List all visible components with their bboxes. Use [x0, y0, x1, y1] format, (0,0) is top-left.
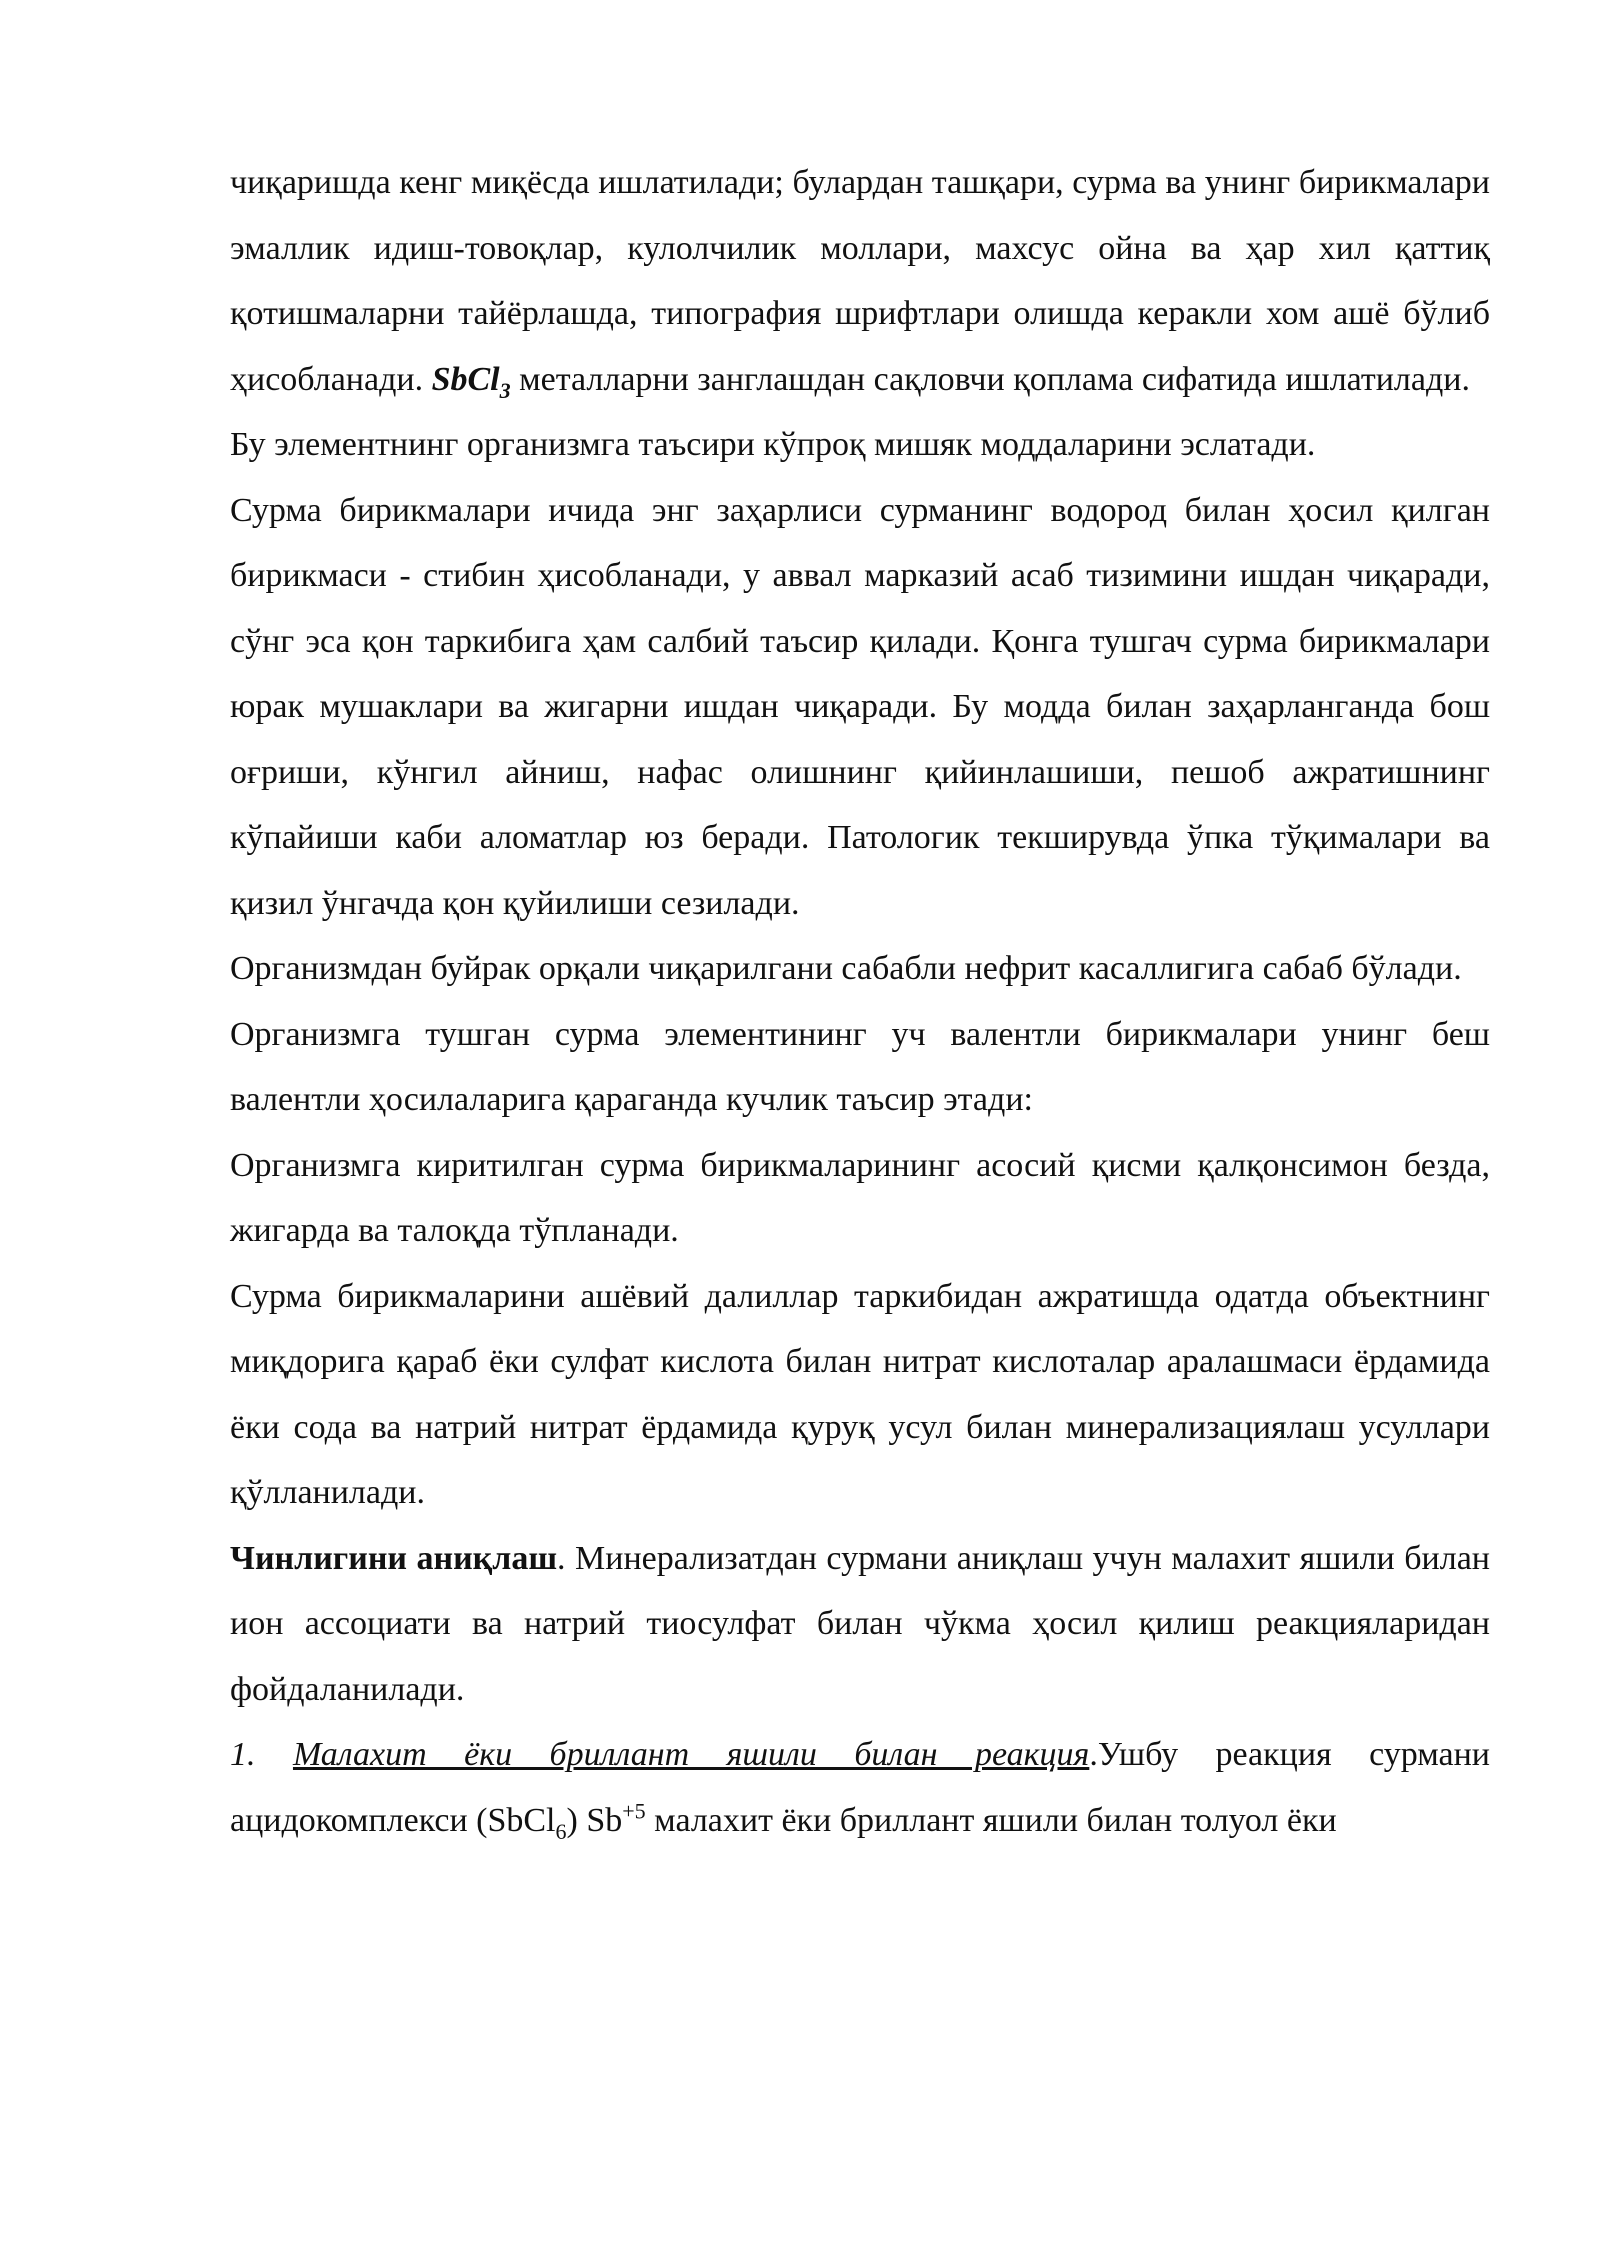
paragraph-valence: Организмга тушган сурма элементининг уч валентли бирикмалари унинг беш валентли ҳосилаларига қараганда кучлик таъсир этади:: [230, 1015, 1490, 1118]
identification-text: . Минерализатдан сурмани аниқлаш учун малахит яшили билан ион ассоциати ва натрий тиосулфат билан чўкма ҳосил қилиш реакцияларидан фойдаланилади.: [230, 1539, 1490, 1708]
reaction-number: 1.: [230, 1736, 293, 1773]
formula-sbcl3: SbCl$_3$: [431, 360, 511, 403]
paragraph-reaction-1: [230, 1722, 1490, 1853]
paragraph-excretion: Организмдан буйрак орқали чиқарилгани сабабли нефрит касаллигига сабаб бўлади.: [230, 950, 1462, 987]
reaction-text: .Ушбу реакция сурмани ацидокомплекси (SbCl: [230, 1736, 1490, 1839]
paragraph-identification: [230, 1526, 1490, 1723]
paragraph-effect: Бу элементнинг организмга таъсири кўпроқ мишяк моддаларини эслатади.: [230, 426, 1316, 463]
reaction-text-end: малахит ёки бриллант яшили билан толуол ёки: [645, 1801, 1337, 1839]
reaction-heading: Малахит ёки бриллант яшили билан реакция: [292, 1736, 1090, 1773]
paragraph-toxicity: Сурма бирикмалари ичида энг заҳарлиси сурманинг водород билан ҳосил қилган бирикмаси - стибин ҳисобланади, у аввал марказий асаб тизимини ишдан чиқаради, сўнг эса қон таркибига ҳам салбий таъсир қилади. Қонга тушгач сурма бирикмалари юрак мушаклари ва жигарни ишдан чиқаради. Бу модда билан заҳарланганда бош оғриши, кўнгил айниш, нафас олишнинг қийинлашиши, пешоб ажратишнинг кўпайиши каби аломатлар юз беради. Патологик текширувда ўпка тўқималари ва қизил ўнгачда қон қуйилиши сезилади.: [230, 491, 1490, 922]
paragraph-uses-text: чиқаришда кенг миқёсда ишлатилади; булардан ташқари, сурма ва унинг бирикмалари эмаллик идиш-товоқлар, кулолчилик моллари, махсус ойна ва ҳар хил қаттиқ қотишмаларни тайёрлашда, типография шрифтлари олишда керакли хом ашё бўлиб ҳисобланади.: [230, 164, 1490, 398]
paragraph-mineralization: Сурма бирикмаларини ашёвий далиллар таркибидан ажратишда одатда объектнинг миқдорига қараб ёки сулфат кислота билан нитрат кислоталар аралашмаси ёрдамида ёки сода ва натрий нитрат ёрдамида қуруқ усул билан минерализациялаш усуллари қўлланилади.: [230, 1277, 1490, 1511]
paragraph-uses: [230, 150, 1490, 412]
paragraph-uses-end: металларни занглашдан сақловчи қоплама сифатида ишлатилади.: [510, 360, 1470, 398]
reaction-text-mid: ) Sb: [566, 1801, 623, 1839]
formula-sbcl6-sub: 6: [555, 1818, 567, 1844]
identification-heading: Чинлигини аниқлаш: [230, 1539, 558, 1577]
document-body: [230, 150, 1490, 1853]
paragraph-accumulation: Организмга киритилган сурма бирикмаларининг асосий қисми қалқонсимон безда, жигарда ва талоқда тўпланади.: [230, 1146, 1490, 1249]
oxidation-state: +5: [622, 1798, 646, 1824]
